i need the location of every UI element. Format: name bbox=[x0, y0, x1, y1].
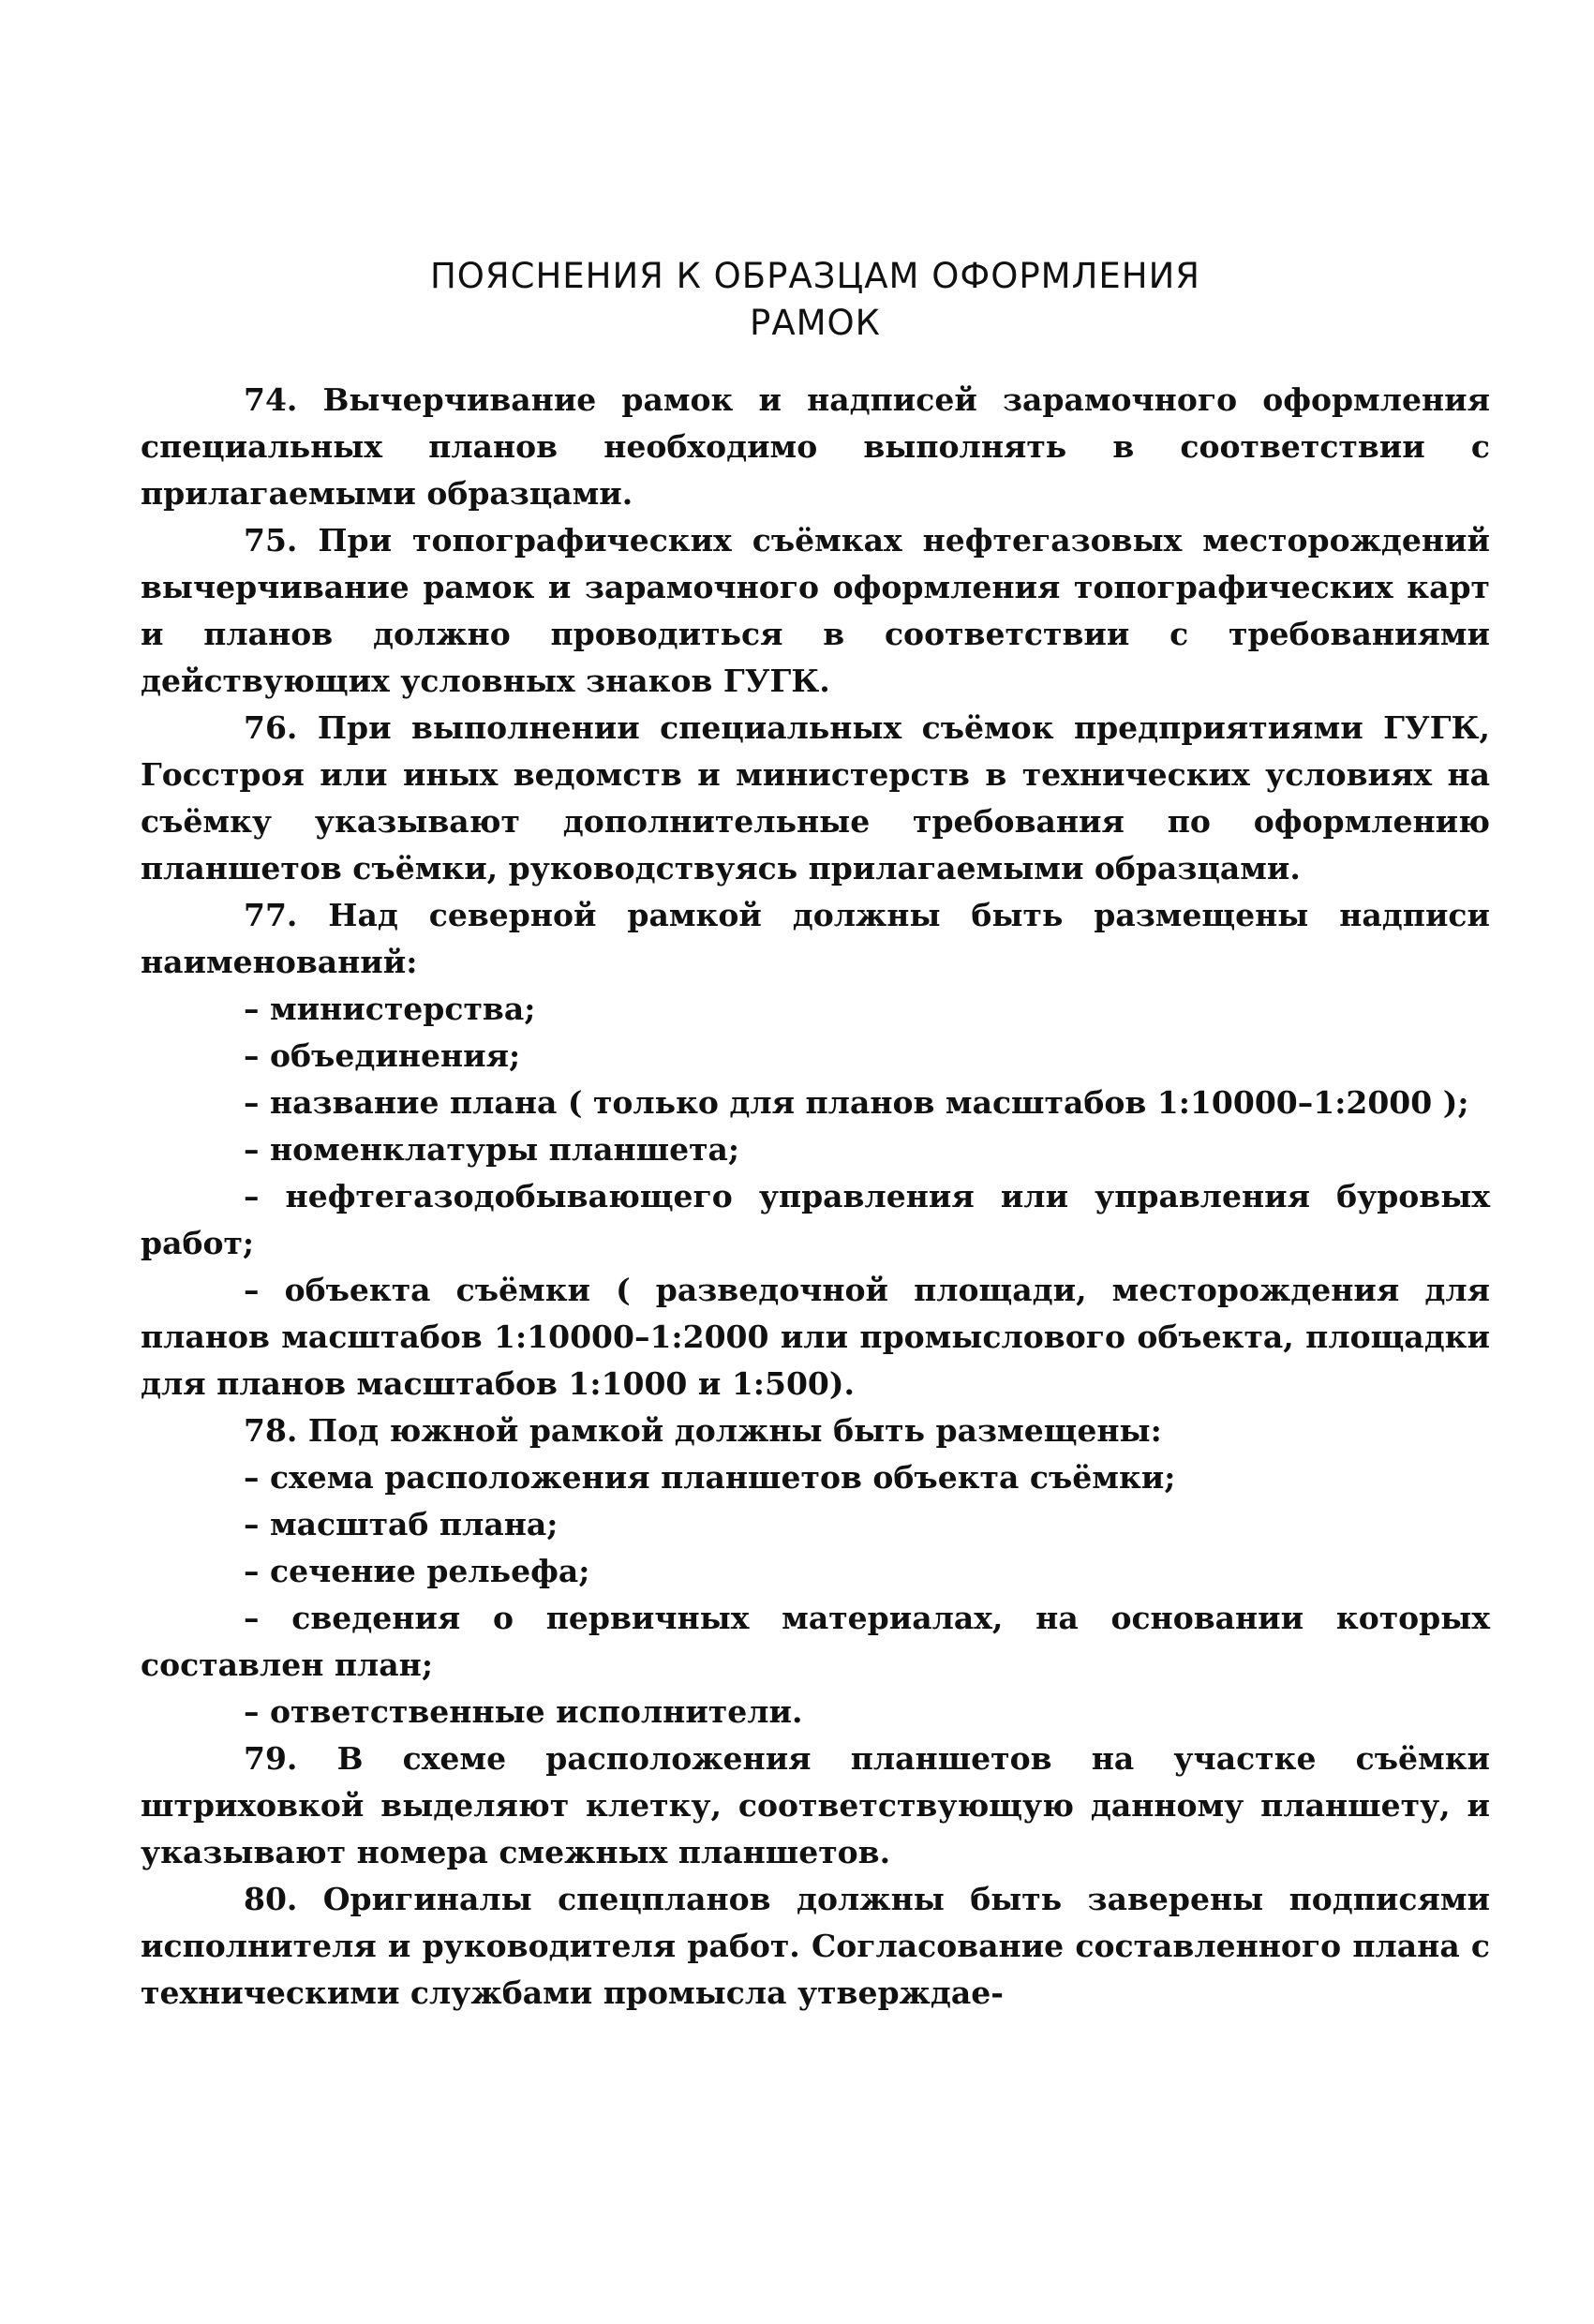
list-item: – масштаб плана; bbox=[244, 1506, 559, 1542]
title-line-2: РАМОК bbox=[750, 303, 881, 343]
page-title bbox=[141, 253, 1490, 347]
document-page bbox=[141, 253, 1490, 2017]
title-line-1: ПОЯСНЕНИЯ К ОБРАЗЦАМ ОФОРМЛЕНИЯ bbox=[429, 256, 1200, 296]
list-item: – сведения о первичных материалах, на основании которых составлен план; bbox=[141, 1600, 1490, 1683]
paragraph-76: 76. При выполнении специальных съёмок предприятиями ГУГК, Госстроя или иных ведомств и министерств в технических условиях на съёмку указывают дополнительные требования по оформлению планшетов съёмки, руководствуясь прилагаемыми образцами. bbox=[141, 709, 1490, 886]
list-item: – сечение рельефа; bbox=[244, 1553, 590, 1589]
paragraph-75: 75. При топографических съёмках нефтегазовых месторождений вычерчивание рамок и зарамочного оформления топографических карт и планов должно проводиться в соответствии с требованиями действующих условных знаков ГУГК. bbox=[141, 522, 1490, 699]
list-item: – название плана ( только для планов масштабов 1:10000–1:2000 ); bbox=[244, 1084, 1469, 1121]
list-item: – объединения; bbox=[244, 1037, 521, 1074]
paragraph-74: 74. Вычерчивание рамок и надписей зарамочного оформления специальных планов необходимо выполнять в соответствии с прилагаемыми образцами. bbox=[141, 381, 1490, 512]
list-item: – ответственные исполнители. bbox=[244, 1693, 803, 1730]
paragraph-77: 77. Над северной рамкой должны быть размещены надписи наименований: bbox=[141, 897, 1490, 980]
list-item: – нефтегазодобывающего управления или управления буровых работ; bbox=[141, 1178, 1490, 1261]
list-item: – министерства; bbox=[244, 991, 536, 1027]
paragraph-80: 80. Оригиналы спецпланов должны быть заверены подписями исполнителя и руководителя работ. Согласование составленного плана с техническими службами промысла утверждае- bbox=[141, 1881, 1490, 2011]
list-item: – объекта съёмки ( разведочной площади, месторождения для планов масштабов 1:10000–1:2000 или промыслового объекта, площадки для планов масштабов 1:1000 и 1:500). bbox=[141, 1272, 1490, 1402]
list-item: – схема расположения планшетов объекта съёмки; bbox=[244, 1459, 1176, 1496]
list-item: – номенклатуры планшета; bbox=[244, 1131, 740, 1168]
paragraph-79: 79. В схеме расположения планшетов на участке съёмки штриховкой выделяют клетку, соответствующую данному планшету, и указывают номера смежных планшетов. bbox=[141, 1740, 1490, 1870]
paragraph-78: 78. Под южной рамкой должны быть размещены: bbox=[244, 1412, 1162, 1449]
